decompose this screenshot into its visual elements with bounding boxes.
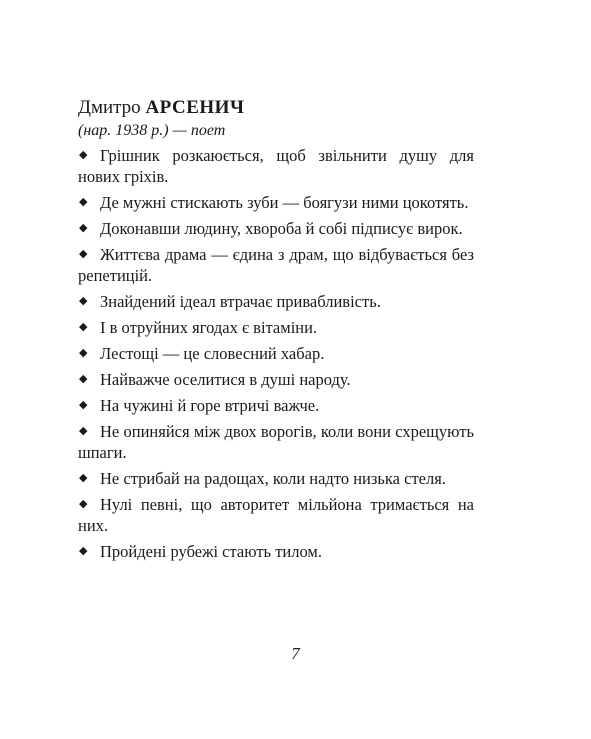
aphorism-item: [78, 317, 474, 338]
diamond-bullet-icon: ◆: [79, 347, 88, 359]
diamond-bullet-icon: ◆: [79, 498, 88, 510]
diamond-bullet-icon: ◆: [79, 373, 88, 385]
author-first-name: Дмитро: [78, 97, 141, 118]
aphorism-text: Не опиняйся між двох ворогів, коли вони схрещують шпаги.: [78, 422, 474, 462]
aphorism-text: Лестощі — це словесний хабар.: [100, 344, 325, 363]
aphorism-item: [78, 192, 474, 213]
diamond-bullet-icon: ◆: [79, 425, 88, 437]
aphorism-text: Доконавши людину, хвороба й собі підписує вирок.: [100, 219, 463, 238]
aphorism-item: [78, 244, 474, 286]
aphorism-text: Нулі певні, що авторитет мільйона тримається на них.: [78, 495, 474, 535]
diamond-bullet-icon: ◆: [79, 295, 88, 307]
diamond-bullet-icon: ◆: [79, 399, 88, 411]
diamond-bullet-icon: ◆: [79, 248, 88, 260]
diamond-bullet-icon: ◆: [79, 545, 88, 557]
aphorism-text: Грішник розкаюється, щоб звільнити душу для нових гріхів.: [78, 146, 474, 186]
diamond-bullet-icon: ◆: [79, 472, 88, 484]
author-surname: АРСЕНИЧ: [145, 97, 245, 118]
diamond-bullet-icon: ◆: [79, 222, 88, 234]
aphorism-text: Найважче оселитися в душі народу.: [100, 370, 351, 389]
aphorism-text: Пройдені рубежі стають тилом.: [100, 542, 322, 561]
aphorism-item: [78, 218, 474, 239]
aphorism-item: [78, 494, 474, 536]
aphorism-text: Не стрибай на радощах, коли надто низька стеля.: [100, 469, 446, 488]
aphorism-item: [78, 395, 474, 416]
aphorism-text: Знайдений ідеал втрачає привабливість.: [100, 292, 381, 311]
aphorism-item: [78, 468, 474, 489]
aphorism-text: Життєва драма — єдина з драм, що відбувається без репетицій.: [78, 245, 474, 285]
aphorism-text: На чужині й горе втричі важче.: [100, 396, 320, 415]
aphorism-item: [78, 421, 474, 463]
aphorism-item: [78, 343, 474, 364]
author-heading: [78, 96, 474, 120]
aphorism-item: [78, 369, 474, 390]
diamond-bullet-icon: ◆: [79, 196, 88, 208]
diamond-bullet-icon: ◆: [79, 149, 88, 161]
aphorism-item: [78, 541, 474, 562]
aphorism-text: І в отруйних ягодах є вітаміни.: [100, 318, 318, 337]
diamond-bullet-icon: ◆: [79, 321, 88, 333]
author-bio: (нар. 1938 р.) — поет: [78, 122, 226, 139]
page-content: [78, 96, 474, 567]
aphorism-item: [78, 145, 474, 187]
aphorism-text: Де мужні стискають зуби — боягузи ними цокотять.: [100, 193, 469, 212]
page-number: 7: [291, 644, 300, 663]
aphorism-list: [78, 145, 474, 562]
aphorism-item: [78, 291, 474, 312]
